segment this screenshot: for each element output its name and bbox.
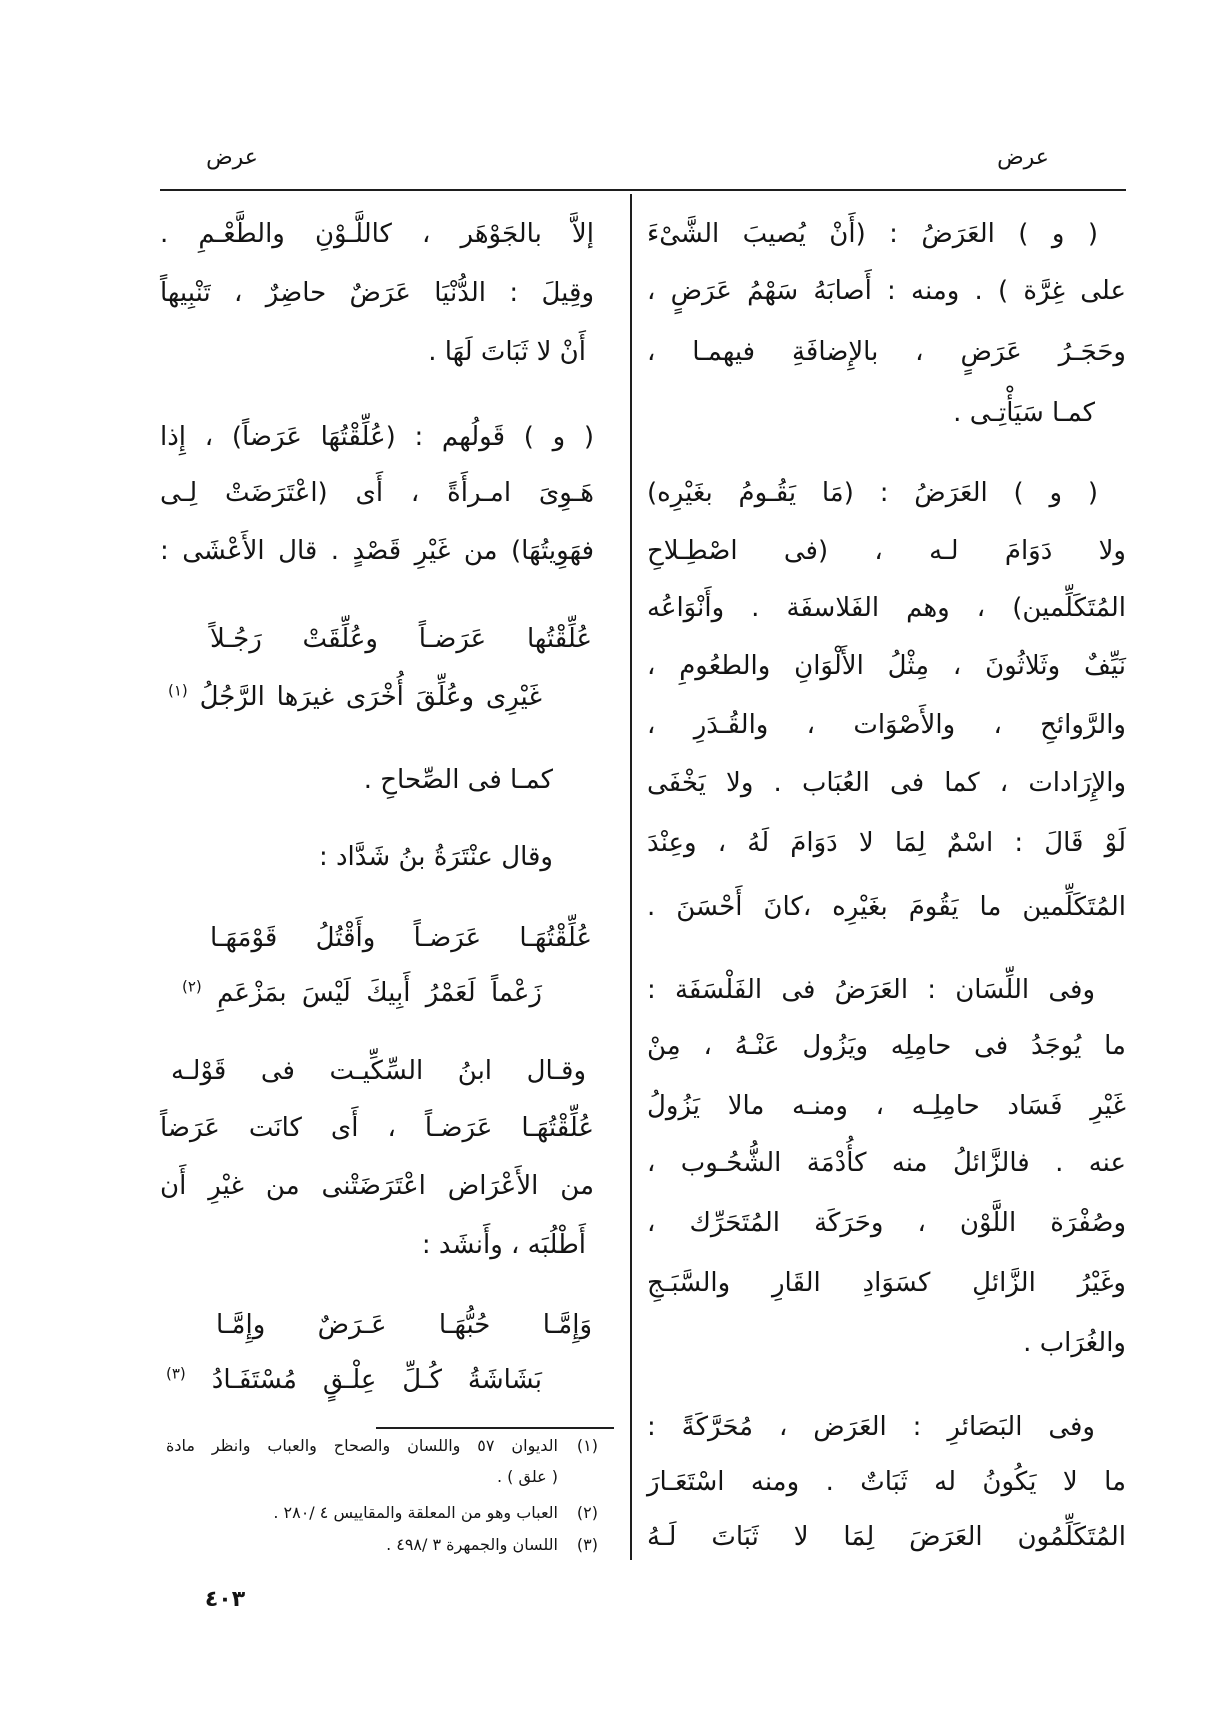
right-column xyxy=(647,0,1127,1580)
left-column-line: وقال عنْتَرَةُ بنُ شَدَّاد : xyxy=(318,842,553,872)
left-column-line: أَطْلُبَه ، وأَنشَد : xyxy=(421,1230,586,1260)
left-column-line: هَـوِىَ امـرأَةً ، أَى (اعْتَرَضَتْ لِـى xyxy=(160,478,594,508)
left-column-line: ( و ) قَولُهم : (عُلِّقْتُهَا عَرَضاً) ، إِذا xyxy=(160,422,594,452)
running-head-right: عرض xyxy=(997,145,1049,170)
right-column-line: وحَجَـرُ عَرَضٍ ، بالإِضافَةِ فيهمـا ، xyxy=(647,337,1126,367)
left-column-line: إلاَّ بالجَوْهَر ، كاللَّـوْنِ والطَّعْـمِ . xyxy=(160,219,594,249)
verse-line xyxy=(166,1355,542,1405)
footnotes xyxy=(160,1420,620,1565)
right-column-line: وفى البَصَائرِ : العَرَض ، مُحَرَّكَةً : xyxy=(647,1412,1095,1442)
footnote-marker: (٢) xyxy=(182,977,202,996)
right-column-line: وغَيْرُ الزَّائلِ كسَوَادِ القَارِ والسَّبَـجِ xyxy=(647,1268,1126,1298)
footnote-rule xyxy=(376,1427,614,1429)
right-column-line: لَوْ قَالَ : اسْمٌ لِمَا لا دَوَامَ لَهُ ، وعِنْدَ xyxy=(647,828,1126,858)
footnote-text: اللسان والجمهرة ٣ /٤٩٨ . xyxy=(386,1535,558,1554)
right-column-line: وفى اللِّسَان : العَرَضُ فى الفَلْسَفَة : xyxy=(647,975,1095,1005)
verse-text: زَعْماً لَعَمْرُ أَبِيكَ لَيْسَ بمَزْعَمِ xyxy=(217,978,542,1008)
right-column-line: غَيْرِ فَسَاد حامِلِـه ، ومنـه مالا يَزُولُ xyxy=(647,1091,1126,1121)
right-column-line: ( و ) العَرَضُ : (أَنْ يُصيبَ الشَّىْءَ xyxy=(647,219,1098,249)
verse-line: وَإِمَّـا حُبُّهَـا عَـرَضٌ وإِمَّـا xyxy=(216,1310,592,1340)
left-column-line: عُلِّقْتُهَـا عَرَضـاً ، أَى كانَت عَرَضاً xyxy=(160,1113,594,1143)
right-column-line: المُتَكَلِّمين ما يَقُومَ بغَيْرِه ،كانَ أَحْسَنَ . xyxy=(647,892,1126,922)
footnote-number: (٣) xyxy=(576,1535,598,1554)
footnote-text: العباب وهو من المعلقة والمقاييس ٤ /٢٨٠ . xyxy=(273,1503,558,1522)
page-number: ٤٠٣ xyxy=(204,1587,246,1612)
running-head-left: عرض xyxy=(206,145,258,170)
left-column-line: فهَوِيتُهَا) من غَيْرِ قَصْدٍ . قال الأَعْشَى : xyxy=(160,536,594,566)
right-column-line: وصُفْرَة اللَّوْن ، وحَرَكَة المُتَحَرِّك ، xyxy=(647,1208,1126,1238)
verse-line xyxy=(168,672,542,722)
right-column-line: نَيِّفٌ وثَلاثُونَ ، مِثْلُ الأَلْوَانِ والطعُومِ ، xyxy=(647,651,1126,681)
right-column-line: كمـا سَيَأْتِـى . xyxy=(953,398,1095,428)
right-column-line: عنه . فالزَّائلُ منه كأُدْمَة الشُّحُـوب ، xyxy=(647,1148,1126,1178)
footnote-marker: (٣) xyxy=(166,1364,186,1383)
right-column-line: ولا دَوَامَ لـه ، (فى اصْطِـلاحِ xyxy=(647,536,1126,566)
right-column-line: المُتَكَلِّمين) ، وهم الفَلاسفَة . وأَنْوَاعُه xyxy=(647,593,1126,623)
left-column-line: وقِيلَ : الدُّنْيَا عَرَضٌ حاضِرٌ ، تَنْبِيهاً xyxy=(160,278,594,308)
footnote-number: (١) xyxy=(576,1436,598,1455)
verse-line xyxy=(182,968,542,1018)
verse-text: غَيْرِى وعُلِّقَ أُخْرَى غيرَها الرَّجُلُ xyxy=(199,682,542,712)
footnote-number: (٢) xyxy=(576,1503,598,1522)
right-column-line: على غِرَّة ) . ومنه : أَصابَهُ سَهْمُ عَرَضٍ ، xyxy=(647,276,1126,306)
footnote-text: ( علق ) . xyxy=(496,1467,558,1486)
verse-line: عُلِّقْتُها عَرَضـاً وعُلِّقَتْ رَجُـلاً xyxy=(210,624,592,654)
left-column-line: من الأَعْرَاض اعْتَرَضَتْنى من غيْرِ أَن xyxy=(160,1171,594,1201)
verse-line: عُلِّقْتُهَـا عَرَضـاً وأَقْتُلُ قَوْمَهَـا xyxy=(210,923,592,953)
right-column-line: ما لا يَكُونُ له ثَبَاتٌ . ومنه اسْتَعَـارَ xyxy=(647,1467,1126,1497)
column-divider xyxy=(630,194,632,1560)
left-column xyxy=(160,0,600,1420)
right-column-line: المُتَكَلِّمُون العَرَضَ لِمَا لا ثَبَاتَ لَـهُ xyxy=(647,1522,1126,1552)
right-column-line: ما يُوجَدُ فى حامِلِه ويَزُول عَنْـهُ ، مِنْ xyxy=(647,1031,1126,1061)
right-column-line: ( و ) العَرَضُ : (مَا يَقُـومُ بغَيْرِه) xyxy=(647,478,1098,508)
left-column-line: أَنْ لا ثَبَاتَ لَهَا . xyxy=(428,337,586,367)
left-column-line: كمـا فى الصِّحاحِ . xyxy=(363,765,553,795)
right-column-line: والغُرَاب . xyxy=(1023,1328,1126,1358)
footnote-text: الديوان ٥٧ واللسان والصحاح والعباب وانظر مادة xyxy=(166,1436,559,1455)
right-column-line: والرَّوائحِ ، والأَصْوَات ، والقُـدَرِ ، xyxy=(647,710,1126,740)
verse-text: بَشَاشَةُ كُـلِّ عِلْـقٍ مُسْتَفَـادُ xyxy=(211,1365,542,1395)
left-column-line: وقـال ابنُ السِّكِّيـت فى قَوْلـه xyxy=(171,1056,586,1086)
right-column-line: والإِرَادات ، كما فى العُبَاب . ولا يَخْفَى xyxy=(647,768,1126,798)
footnote-marker: (١) xyxy=(168,681,188,700)
